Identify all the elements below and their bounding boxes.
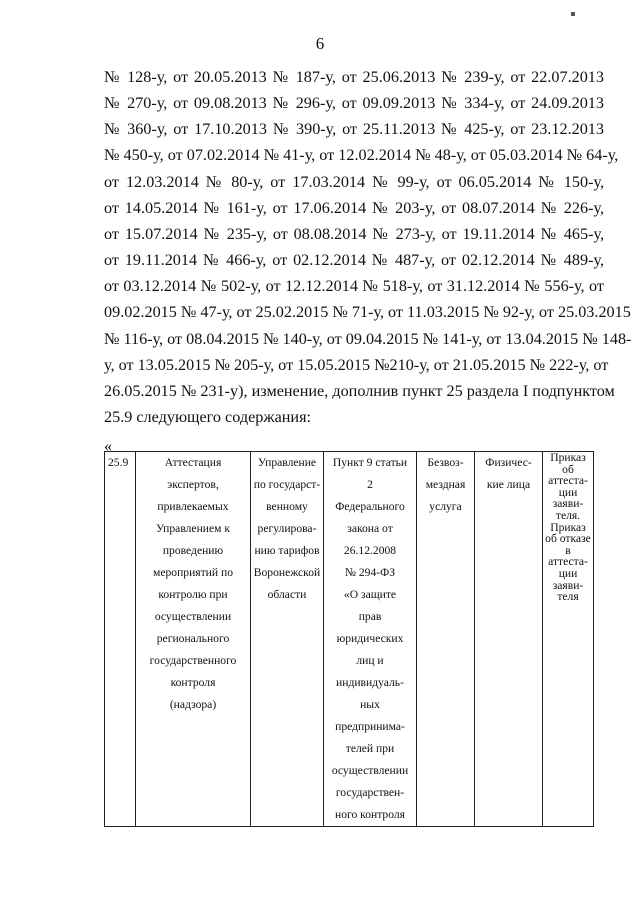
cell-line: 2 [367,478,373,491]
cell-line: Безвоз- [427,456,464,469]
cell-line: ного контроля [335,808,405,821]
cell-line: регулирова- [257,522,317,535]
cell-line: ции [558,485,578,499]
body-paragraph [104,64,632,430]
cell-line: проведению [162,544,224,557]
cell-line: Пункт 9 статьи [332,456,408,469]
text-line: от 12.03.2014 № 80-у, от 17.03.2014 № 99-у, от 06.05.2014 № 150-у, [104,172,604,191]
text-line: № 270-у, от 09.08.2013 № 296-у, от 09.09.2013 № 334-у, от 24.09.2013 [104,94,604,113]
cell-line: привлекаемых [157,500,229,513]
cell-line: контроля [170,676,216,689]
cell-legal-basis [324,452,417,827]
cell-line: Управление [257,456,317,469]
cell-line: закона от [347,522,393,535]
cell-line: области [267,588,307,601]
cell-result [543,452,594,827]
text-line: от 03.12.2014 № 502-у, от 12.12.2014 № 518-у, от 31.12.2014 № 556-у, от [104,277,604,296]
cell-line: № 294-ФЗ [344,566,396,579]
cell-line: мездная [425,478,466,491]
opening-quote-mark: « [104,438,112,455]
text-line: 25.9 следующего содержания: [104,408,312,427]
cell-line: по государст- [253,478,321,491]
cell-recipients: Физичес-кие лица [475,452,543,827]
cell-line: ции [558,566,578,580]
text-line: 26.05.2015 № 231-у), изменение, дополнив пункт 25 раздела I подпунктом [104,381,615,400]
cell-line: Федерального [335,500,405,513]
cell-line: Аттестация [164,456,222,469]
cell-line: заяви- [552,497,584,511]
cell-line: услуга [429,500,462,513]
cell-line: осуществлении [331,764,409,777]
page-number: 6 [315,34,325,53]
text-line: № 128-у, от 20.05.2013 № 187-у, от 25.06.2013 № 239-у, от 22.07.2013 [104,68,604,86]
cell-line: (надзора) [169,698,217,711]
cell-line: аттеста- [548,474,588,488]
cell-line: об [562,462,574,476]
cell-line: прав [358,610,382,623]
text-line: от 19.11.2014 № 466-у, от 02.12.2014 № 487-у, от 02.12.2014 № 489-у, [104,251,604,270]
cell-line: государствен- [335,786,405,799]
cell-line: ных [360,698,380,711]
cell-line: «О защите [343,588,397,601]
cell-line: Воронежской [253,566,321,579]
table-row [105,452,594,827]
cell-line: контролю при [158,588,228,601]
text-line: № 360-у, от 17.10.2013 № 390-у, от 25.11.2013 № 425-у, от 23.12.2013 [104,120,604,139]
cell-line: аттеста- [548,555,588,569]
cell-line: Приказ [550,451,586,464]
appendix-table [104,451,594,827]
cell-line: нию тарифов [254,544,320,557]
cell-line: в [565,543,571,557]
cell-service-name [136,452,251,827]
cell-line: экспертов, [167,478,219,491]
cell-line: государственного [149,654,237,667]
cell-line: Управлением к [155,522,230,535]
scan-corner-mark [571,12,575,16]
text-line: № 116-у, от 08.04.2015 № 140-у, от 09.04.2015 № 141-у, от 13.04.2015 № 148- [104,329,632,348]
text-line: от 15.07.2014 № 235-у, от 08.08.2014 № 273-у, от 19.11.2014 № 465-у, [104,224,604,243]
cell-line: 26.12.2008 [343,544,397,557]
cell-fee [417,452,475,827]
cell-line: юридических [336,632,404,645]
cell-line: венному [266,500,308,513]
cell-line: индивидуаль- [336,676,404,689]
text-line: № 450-у, от 07.02.2014 № 41-у, от 12.02.2014 № 48-у, от 05.03.2014 № 64-у, [104,146,619,165]
cell-line: Приказ [550,520,586,534]
cell-line: об отказе [545,532,591,546]
text-line: 09.02.2015 № 47-у, от 25.02.2015 № 71-у, от 11.03.2015 № 92-у, от 25.03.2015 [104,303,631,322]
cell-line: лиц и [356,654,384,667]
cell-line: мероприятий по [153,566,233,579]
cell-authority [251,452,324,827]
cell-line: предпринима- [335,720,405,733]
cell-code: 25.9 [105,452,136,827]
text-line: у, от 13.05.2015 № 205-у, от 15.05.2015 №210-у, от 21.05.2015 № 222-у, от [104,355,609,374]
cell-line: заяви- [552,578,584,592]
cell-line: теля [557,590,579,604]
cell-line: регионального [156,632,230,645]
cell-line: осуществлении [154,610,232,623]
text-line: от 14.05.2014 № 161-у, от 17.06.2014 № 203-у, от 08.07.2014 № 226-у, [104,198,604,217]
cell-line: теля. [555,508,581,522]
cell-line: телей при [345,742,395,755]
